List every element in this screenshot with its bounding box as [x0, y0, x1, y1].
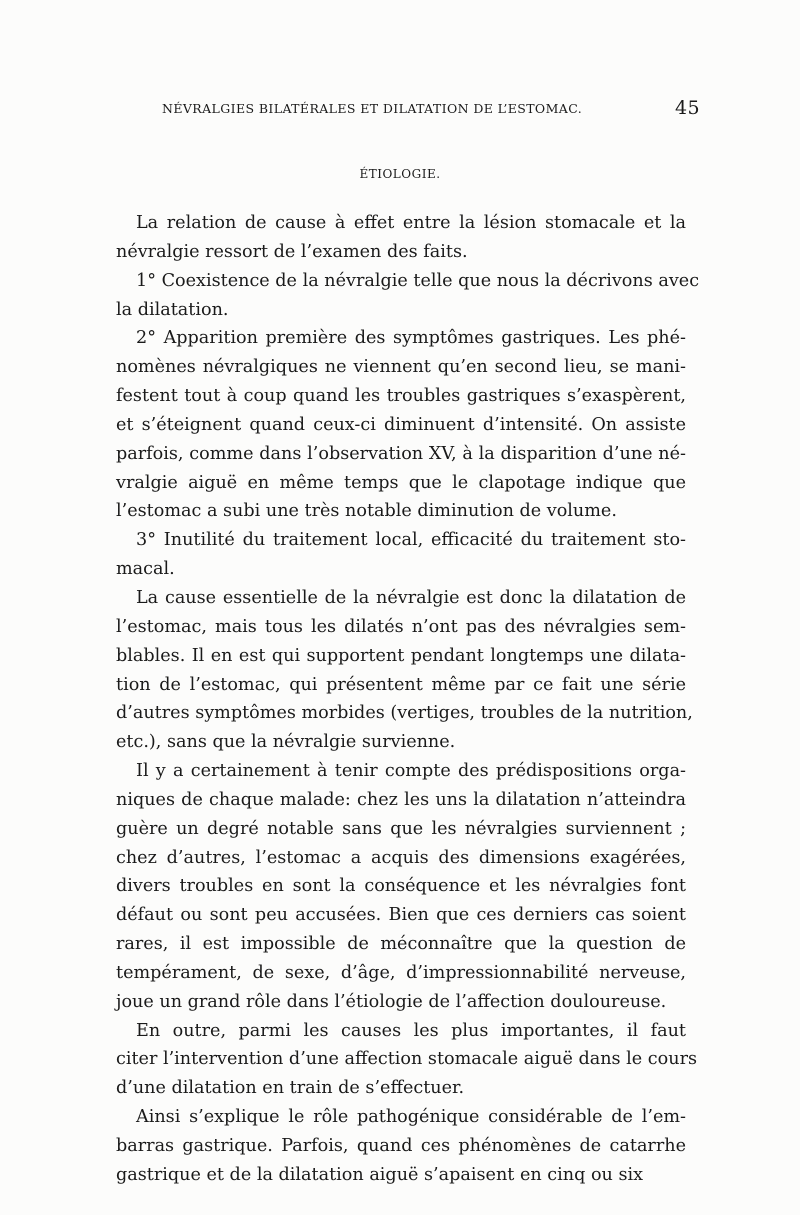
- text-line: En outre, parmi les causes les plus importantes, il faut: [136, 1020, 686, 1041]
- text-line: 1° Coexistence de la névralgie telle que nous la décrivons avec: [136, 270, 700, 291]
- text-line: gastrique et de la dilatation aiguë s’apaisent en cinq ou six: [116, 1164, 644, 1185]
- paragraph: [116, 209, 686, 267]
- text-line: l’estomac, mais tous les dilatés n’ont pas des névralgies sem-: [116, 616, 686, 637]
- text-line: tion de l’estomac, qui présentent même par ce fait une série: [116, 674, 686, 695]
- paragraph: [116, 1017, 698, 1104]
- body-text: [116, 209, 700, 1190]
- text-line: d’une dilatation en train de s’effectuer.: [116, 1078, 465, 1099]
- text-line: défaut ou sont peu accusées. Bien que ces derniers cas soient: [116, 905, 686, 926]
- text-line: etc.), sans que la névralgie survienne.: [116, 732, 456, 753]
- text-line: macal.: [116, 559, 175, 580]
- text-line: tempérament, de sexe, d’âge, d’impressionnabilité nerveuse,: [116, 962, 686, 983]
- paragraph: [116, 324, 686, 526]
- text-line: 3° Inutilité du traitement local, efficacité du traitement sto-: [136, 530, 686, 551]
- text-line: l’estomac a subi une très notable diminution de volume.: [116, 501, 617, 522]
- text-line: chez d’autres, l’estomac a acquis des dimensions exagérées,: [116, 847, 686, 868]
- text-line: parfois, comme dans l’observation XV, à la disparition d’une né-: [116, 443, 686, 464]
- text-line: d’autres symptômes morbides (vertiges, troubles de la nutrition,: [116, 703, 693, 724]
- text-line: barras gastrique. Parfois, quand ces phénomènes de catarrhe: [116, 1136, 686, 1156]
- text-line: vralgie aiguë en même temps que le clapotage indique que: [116, 472, 686, 493]
- text-line: la dilatation.: [116, 299, 229, 320]
- paragraph: [116, 584, 693, 757]
- paragraph: [116, 526, 686, 584]
- text-line: et s’éteignent quand ceux-ci diminuent d’intensité. On assiste: [116, 414, 686, 435]
- text-line: citer l’intervention d’une affection stomacale aiguë dans le cours: [116, 1049, 698, 1070]
- text-line: 2° Apparition première des symptômes gastriques. Les phé-: [136, 328, 686, 349]
- text-line: Ainsi s’explique le rôle pathogénique considérable de l’em-: [136, 1107, 686, 1128]
- text-line: Il y a certainement à tenir compte des prédispositions orga-: [136, 761, 686, 782]
- text-line: La cause essentielle de la névralgie est donc la dilatation de: [136, 587, 686, 608]
- text-line: joue un grand rôle dans l’étiologie de l’affection douloureuse.: [116, 991, 667, 1012]
- text-line: niques de chaque malade: chez les uns la dilatation n’atteindra: [116, 789, 686, 810]
- page-number: 45: [675, 97, 700, 119]
- section-title: ÉTIOLOGIE.: [359, 167, 441, 181]
- text-line: nomènes névralgiques ne viennent qu’en second lieu, se mani-: [116, 357, 686, 378]
- paragraph: [116, 757, 686, 1017]
- text-line: divers troubles en sont la conséquence et les névralgies font: [116, 876, 686, 897]
- paragraph: [116, 267, 700, 325]
- text-line: guère un degré notable sans que les névralgies surviennent ;: [116, 818, 686, 839]
- text-line: La relation de cause à effet entre la lésion stomacale et la: [136, 213, 686, 233]
- running-title: NÉVRALGIES BILATÉRALES ET DILATATION DE L’ESTOMAC.: [162, 101, 583, 116]
- text-line: blables. Il en est qui supportent pendant longtemps une dilata-: [116, 645, 686, 666]
- text-line: rares, il est impossible de méconnaître que la question de: [116, 934, 686, 955]
- text-line: névralgie ressort de l’examen des faits.: [116, 241, 468, 262]
- paragraph: [116, 1103, 686, 1190]
- text-line: festent tout à coup quand les troubles gastriques s’exaspèrent,: [116, 386, 686, 407]
